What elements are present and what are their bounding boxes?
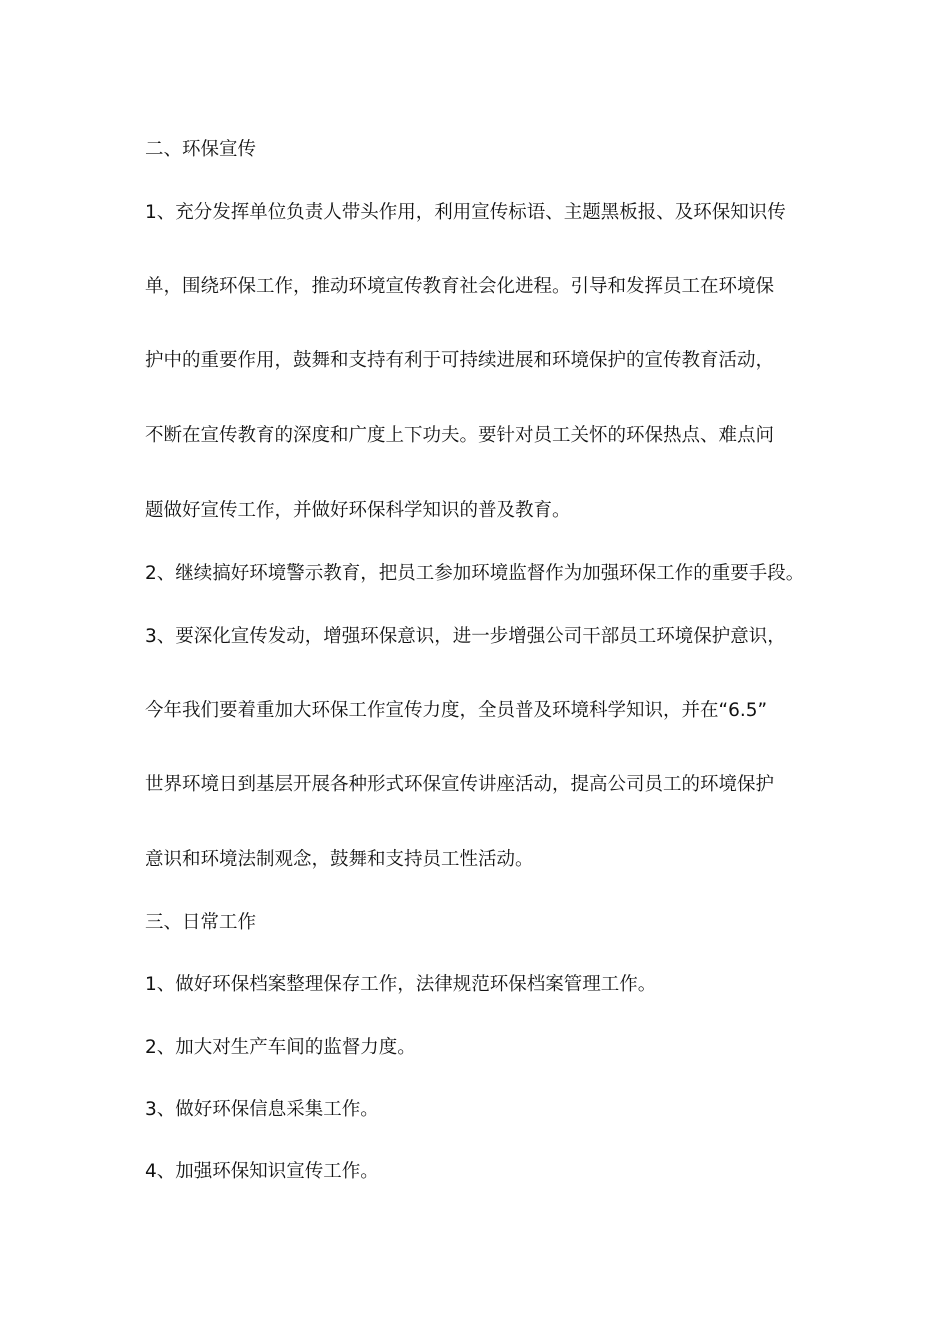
- paragraph-line: 今年我们要着重加大环保工作宣传力度，全员普及环境科学知识，并在“6.5”: [145, 700, 768, 721]
- paragraph-line: 1、充分发挥单位负责人带头作用，利用宣传标语、主题黑板报、及环保知识传: [145, 202, 786, 223]
- section-heading-daily-work: 三、日常工作: [145, 912, 257, 933]
- list-item: 4、加强环保知识宣传工作。: [145, 1161, 379, 1182]
- paragraph-line: 单，围绕环保工作，推动环境宣传教育社会化进程。引导和发挥员工在环境保: [145, 276, 775, 297]
- paragraph-line: 护中的重要作用，鼓舞和支持有利于可持续进展和环境保护的宣传教育活动，: [145, 350, 775, 371]
- paragraph-line: 世界环境日到基层开展各种形式环保宣传讲座活动，提高公司员工的环境保护: [145, 774, 775, 795]
- paragraph-line: 3、要深化宣传发动，增强环保意识，进一步增强公司干部员工环境保护意识，: [145, 626, 786, 647]
- paragraph-line: 题做好宣传工作，并做好环保科学知识的普及教育。: [145, 500, 571, 521]
- section-heading-environmental-publicity: 二、环保宣传: [145, 139, 257, 160]
- paragraph-line: 不断在宣传教育的深度和广度上下功夫。要针对员工关怀的环保热点、难点问: [145, 425, 775, 446]
- paragraph-line: 2、继续搞好环境警示教育，把员工参加环境监督作为加强环保工作的重要手段。: [145, 563, 805, 584]
- paragraph-line: 意识和环境法制观念，鼓舞和支持员工性活动。: [145, 849, 534, 870]
- list-item: 3、做好环保信息采集工作。: [145, 1099, 379, 1120]
- list-item: 1、做好环保档案整理保存工作，法律规范环保档案管理工作。: [145, 974, 657, 995]
- list-item: 2、加大对生产车间的监督力度。: [145, 1037, 416, 1058]
